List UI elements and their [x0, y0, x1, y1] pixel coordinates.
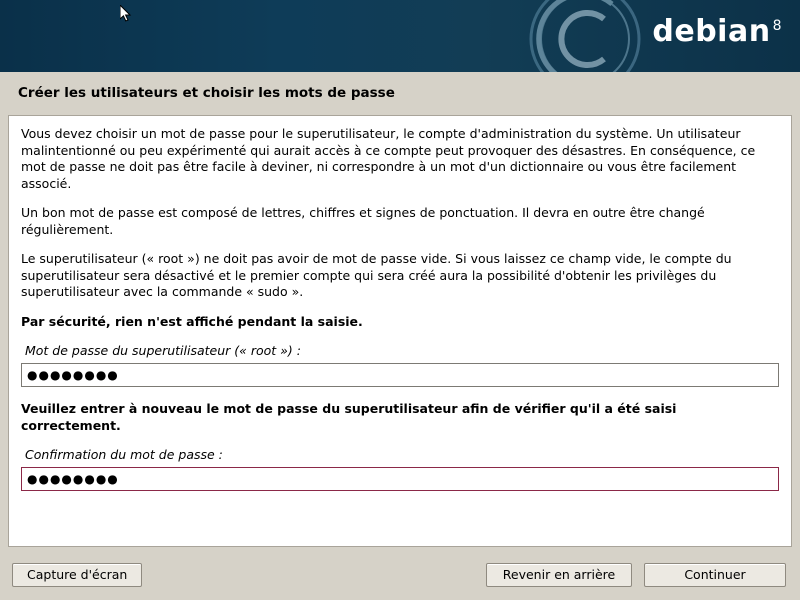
debian-logo-text: debian: [652, 14, 771, 49]
intro-paragraph-3: Le superutilisateur (« root ») ne doit pas avoir de mot de passe vide. Si vous laissez ce champ vide, le compte du superutilisateur sera désactivé et le premier compte qui sera créé aura la possibilité d'obtenir les privilèges du superutilisateur avec la commande « sudo ».: [21, 251, 732, 299]
screenshot-button[interactable]: Capture d'écran: [12, 563, 142, 587]
intro-paragraph-2: Un bon mot de passe est composé de lettres, chiffres et signes de ponctuation. Il devra en outre être changé régulièrement.: [21, 205, 705, 237]
confirm-password-label: Confirmation du mot de passe :: [25, 447, 223, 462]
main-content-panel: [8, 115, 792, 547]
root-password-input[interactable]: [21, 363, 779, 387]
installer-header-banner: [0, 0, 800, 72]
debian-wordmark: [652, 14, 782, 49]
intro-paragraph-1: Vous devez choisir un mot de passe pour le superutilisateur, le compte d'administration du système. Un utilisateur malintentionné ou peu expérimenté qui aurait accès à ce compte peut provoquer des désastres. En conséquence, ce mot de passe ne doit pas être facile à deviner, ni correspondre à un mot d'un dictionnaire ou vous être facilement associé.: [21, 126, 756, 191]
page-title: Créer les utilisateurs et choisir les mots de passe: [18, 85, 395, 101]
debian-version-text: 8: [772, 18, 782, 34]
footer-button-bar: [0, 552, 800, 600]
confirm-instruction: Veuillez entrer à nouveau le mot de passe du superutilisateur afin de vérifier qu'il a été saisi correctement.: [21, 401, 677, 433]
go-back-button[interactable]: Revenir en arrière: [486, 563, 632, 587]
debian-swirl-icon: [520, 0, 650, 72]
confirm-password-input[interactable]: [21, 467, 779, 491]
security-notice: Par sécurité, rien n'est affiché pendant la saisie.: [21, 313, 363, 329]
mouse-cursor-icon: [120, 5, 132, 23]
continue-button[interactable]: Continuer: [644, 563, 786, 587]
root-password-label: Mot de passe du superutilisateur (« root ») :: [25, 343, 301, 358]
